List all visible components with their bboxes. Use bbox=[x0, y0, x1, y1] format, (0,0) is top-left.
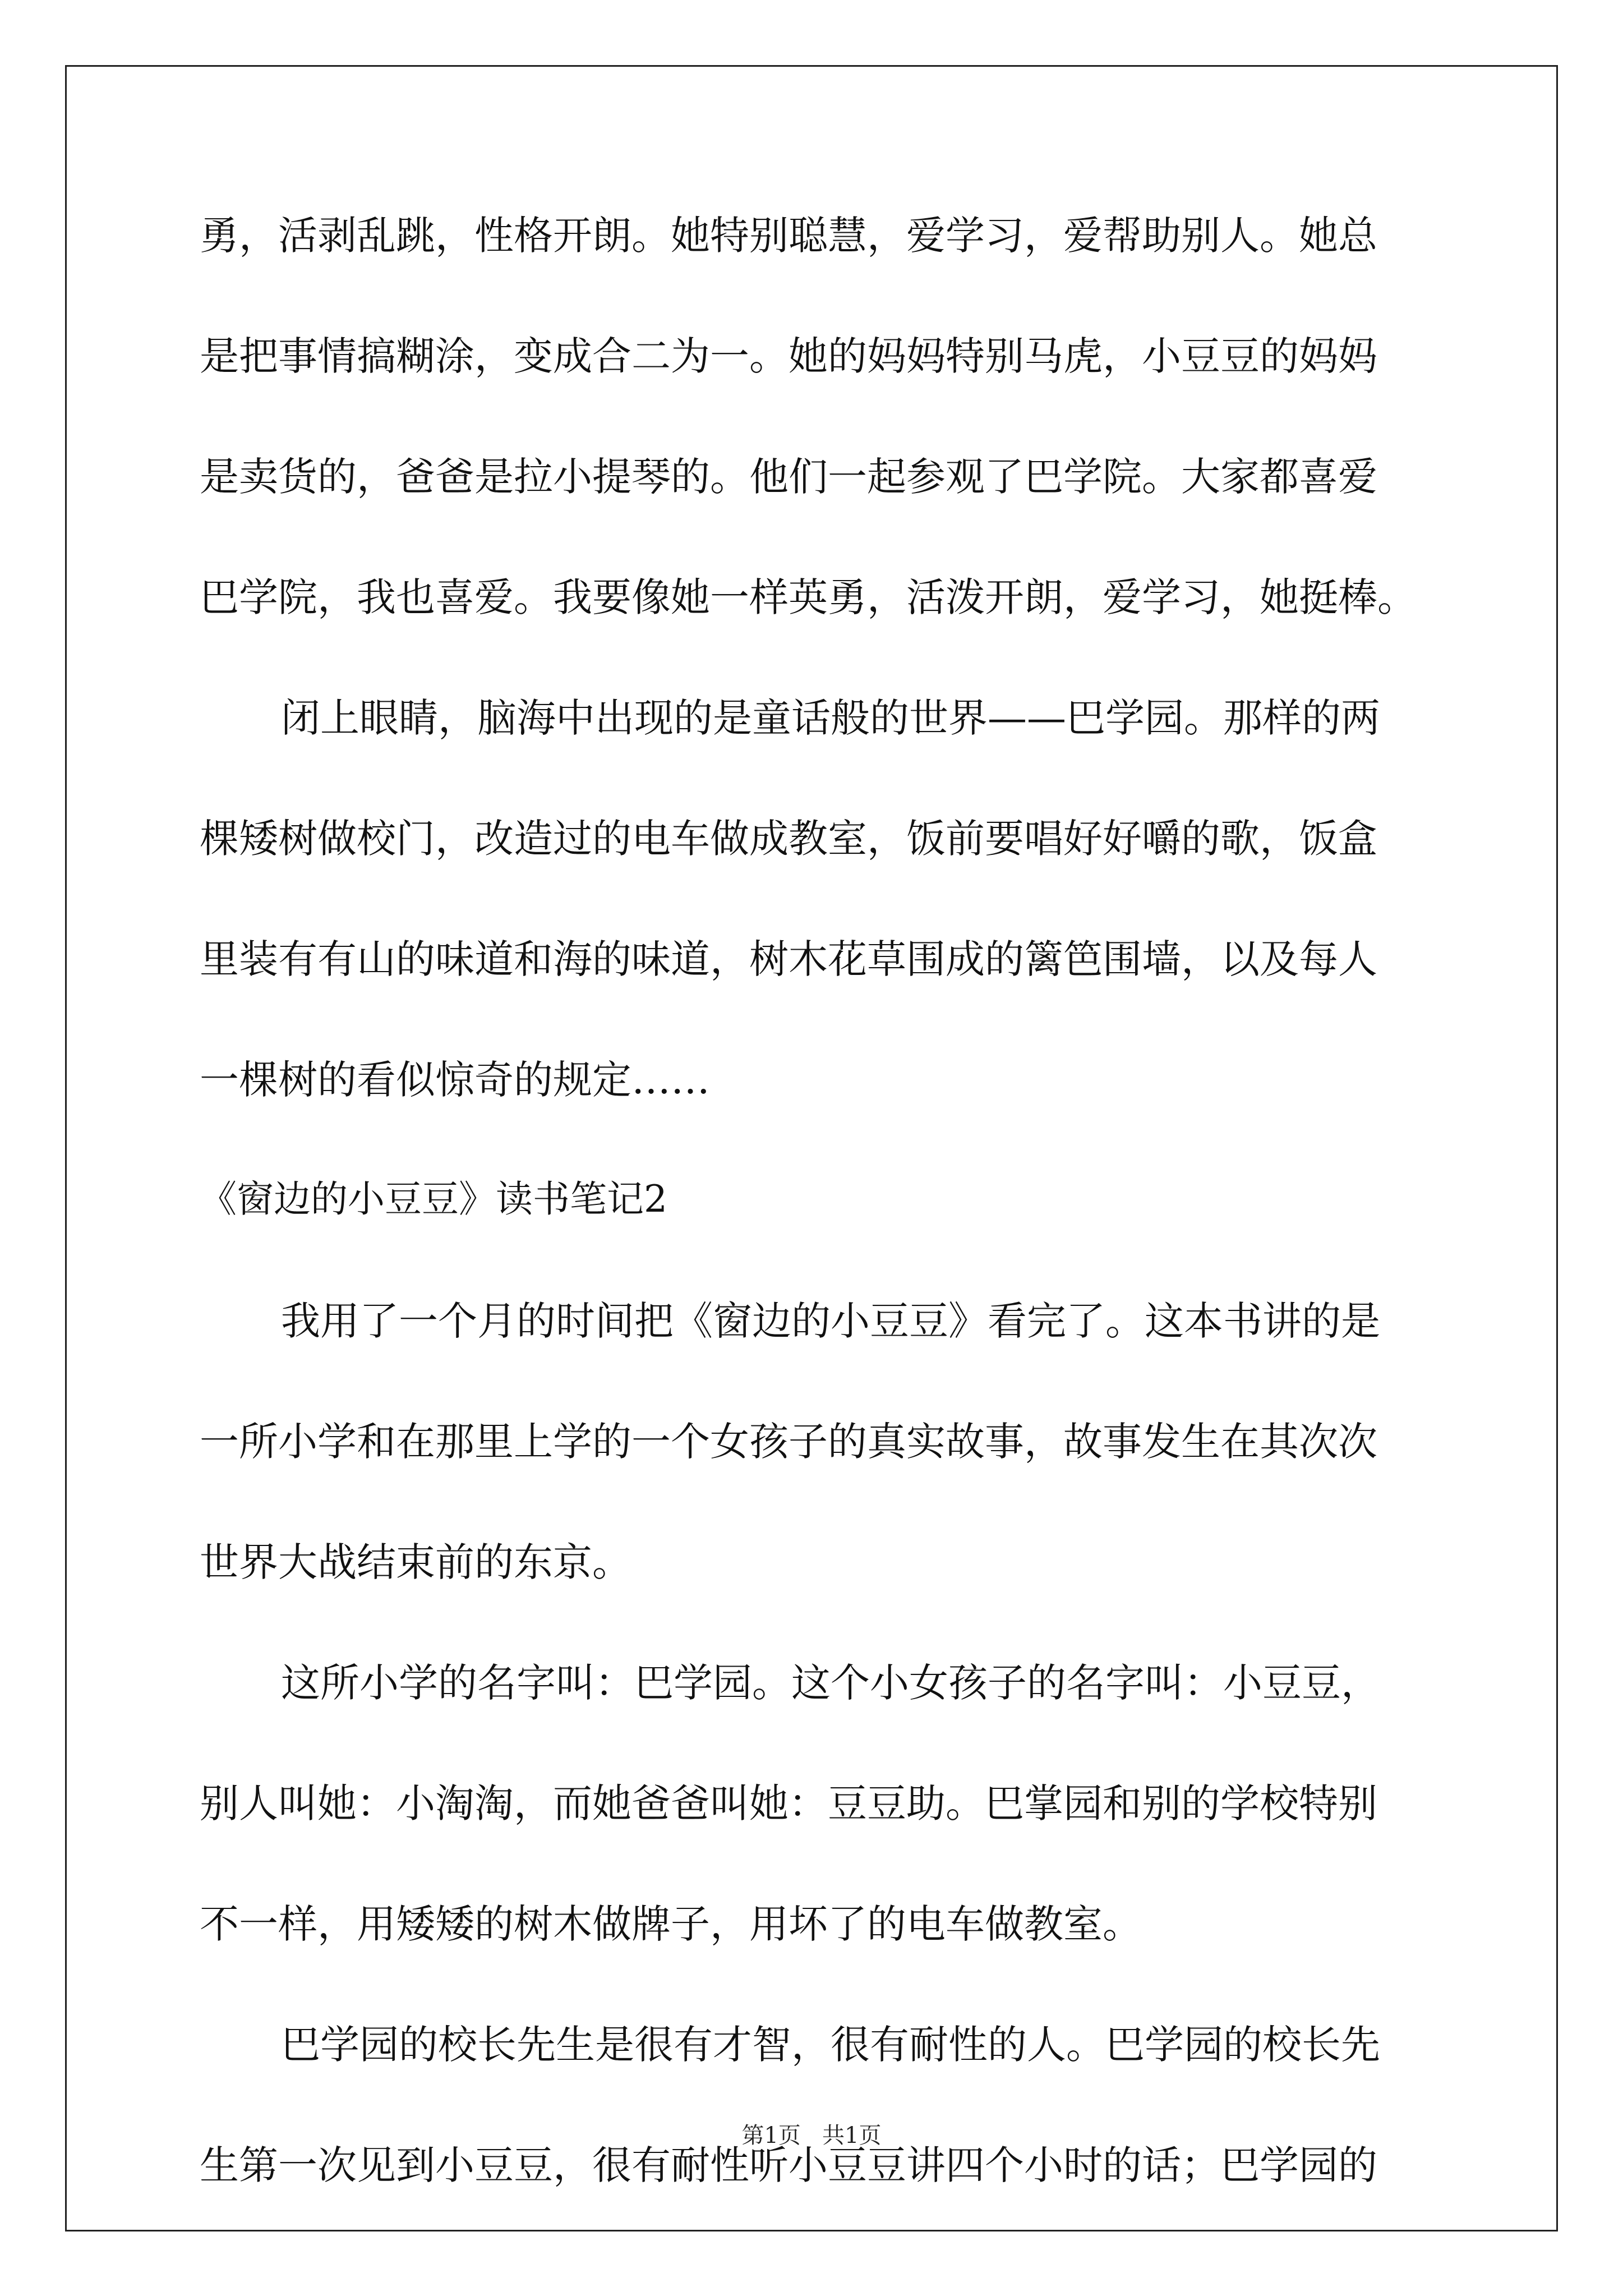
text-line: 里装有有山的味道和海的味道，树木花草围成的篱笆围墙，以及每人 bbox=[200, 936, 1377, 982]
text-line: 别人叫她：小淘淘，而她爸爸叫她：豆豆助。巴掌园和别的学校特别 bbox=[200, 1780, 1377, 1826]
text-line: 是卖货的，爸爸是拉小提琴的。他们一起参观了巴学院。大家都喜爱 bbox=[200, 454, 1377, 500]
text-line: 巴学院，我也喜爱。我要像她一样英勇，活泼开朗，爱学习，她挺棒。 bbox=[200, 574, 1417, 620]
text-line: 巴学园的校长先生是很有才智，很有耐性的人。巴学园的校长先 bbox=[281, 2022, 1380, 2068]
text-line: 世界大战结束前的东京。 bbox=[200, 1539, 631, 1585]
text-line: 是把事情搞糊涂，变成合二为一。她的妈妈特别马虎，小豆豆的妈妈 bbox=[200, 333, 1377, 379]
text-line: 我用了一个月的时间把《窗边的小豆豆》看完了。这本书讲的是 bbox=[281, 1298, 1380, 1344]
text-line: 不一样，用矮矮的树木做牌子，用坏了的电车做教室。 bbox=[200, 1901, 1142, 1947]
text-line: 勇，活剥乱跳，性格开朗。她特别聪慧，爱学习，爱帮助别人。她总 bbox=[200, 213, 1377, 259]
text-line: 这所小学的名字叫：巴学园。这个小女孩子的名字叫：小豆豆， bbox=[281, 1660, 1380, 1706]
section-title: 《窗边的小豆豆》读书笔记2 bbox=[200, 1177, 667, 1221]
text-line: 棵矮树做校门，改造过的电车做成教室，饭前要唱好好嚼的歌，饭盒 bbox=[200, 816, 1377, 862]
text-line: 一棵树的看似惊奇的规定…… bbox=[200, 1057, 710, 1103]
page-footer: 第1页 共1页 bbox=[741, 2123, 882, 2148]
text-line: 闭上眼睛，脑海中出现的是童话般的世界——巴学园。那样的两 bbox=[281, 695, 1380, 741]
document-body bbox=[200, 213, 1433, 2188]
text-line: 一所小学和在那里上学的一个女孩子的真实故事，故事发生在其次次 bbox=[200, 1419, 1377, 1465]
text-line: 生第一次见到小豆豆，很有耐性听小豆豆讲四个小时的话；巴学园的 bbox=[200, 2142, 1377, 2188]
